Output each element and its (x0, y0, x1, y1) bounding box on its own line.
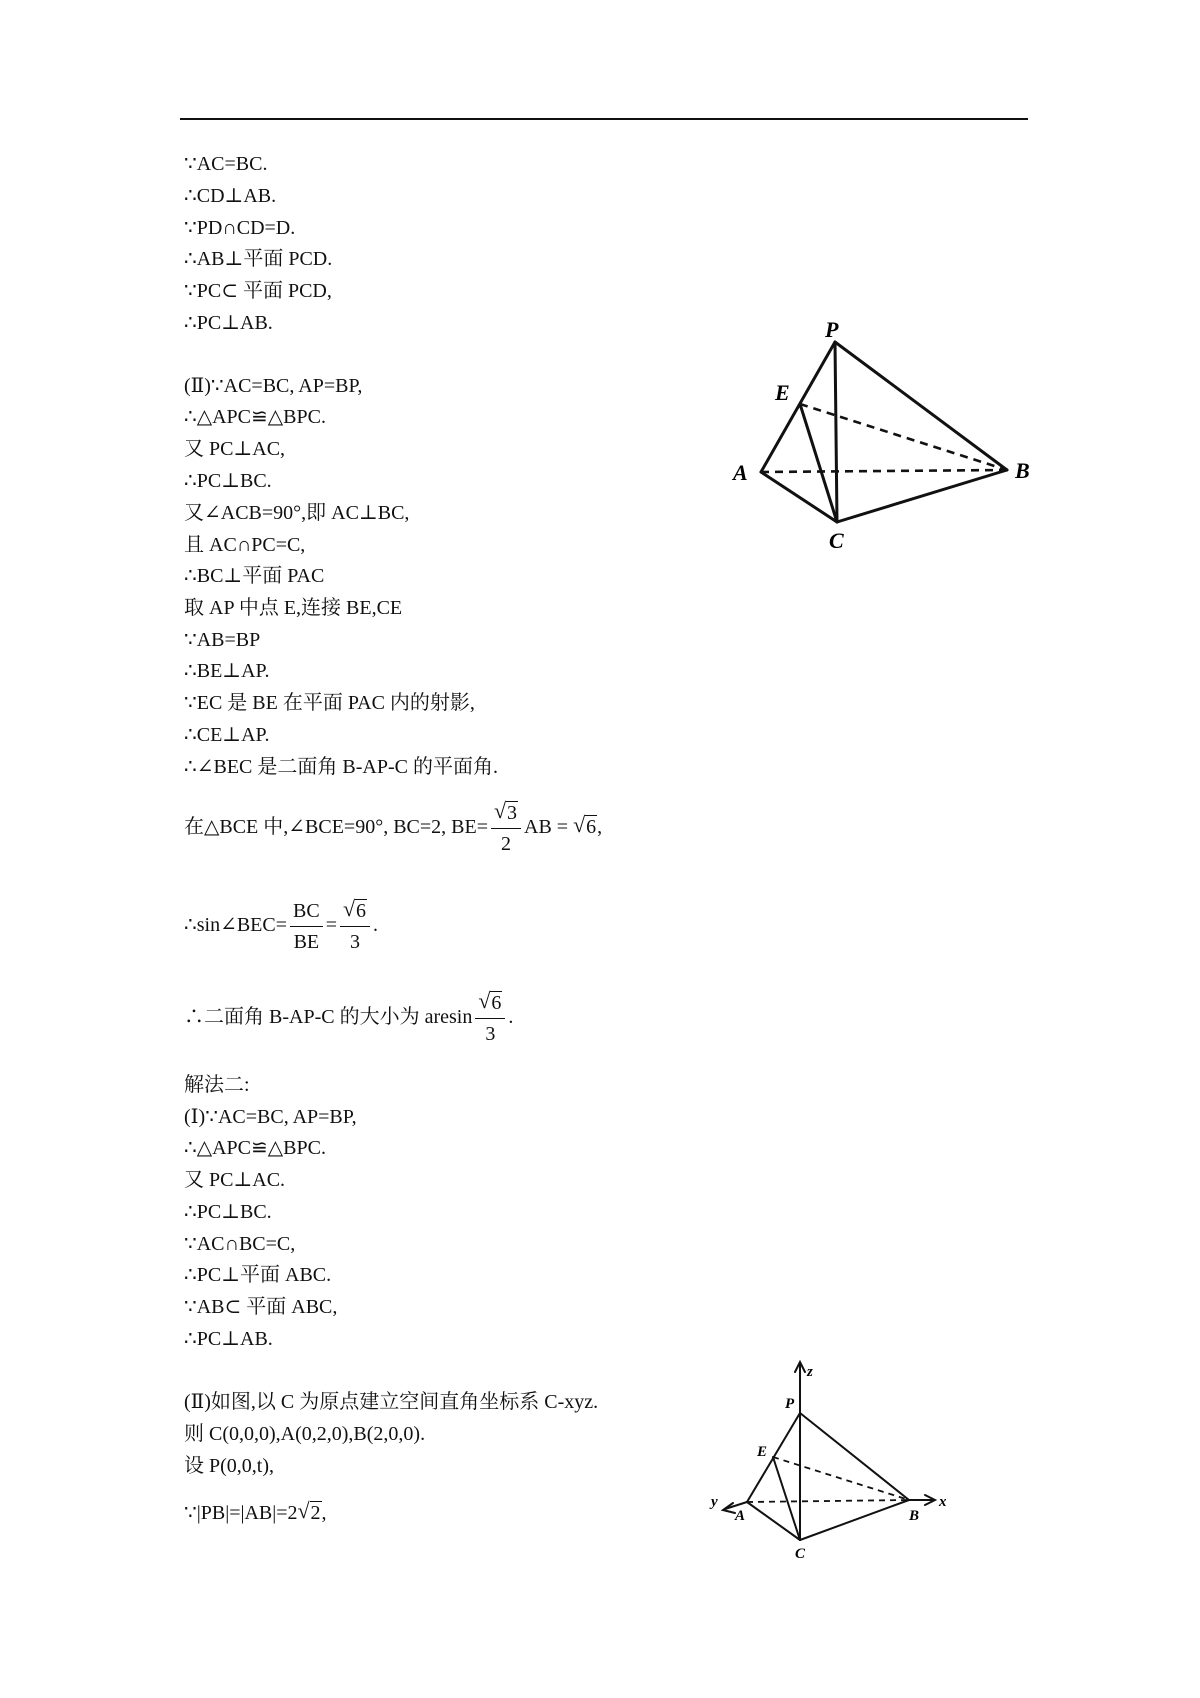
label-a: A (735, 1508, 746, 1524)
text-line: ∴PC⊥AB. (184, 312, 273, 334)
text-line: ∴CD⊥AB. (184, 185, 277, 207)
text-line: 又 PC⊥AC. (184, 1169, 286, 1191)
text-line: ∴PC⊥BC. (184, 1201, 272, 1223)
text-line: (Ⅰ)∵AC=BC, AP=BP, (184, 1106, 357, 1128)
label-b: B (1015, 458, 1030, 483)
edge-pb (835, 342, 1007, 470)
label-e: E (775, 380, 790, 405)
fraction: √ 6 3 (475, 990, 505, 1047)
edge-eb-hidden (800, 404, 1007, 470)
text-line: ∵PC⊂ 平面 PCD, (184, 280, 332, 302)
text-line: ∵EC 是 BE 在平面 PAC 内的射影, (184, 692, 475, 714)
text-line: ∴PC⊥AB. (184, 1328, 273, 1350)
text-line: ∴BE⊥AP. (184, 660, 270, 682)
text-line: ∴CE⊥AP. (184, 724, 270, 746)
tetrahedron-figure (725, 320, 1045, 555)
formula-angle-result: ∴二面角 B-AP-C 的大小为 aresin √ 6 3 . (184, 988, 514, 1045)
fraction: √ 3 2 (491, 800, 521, 857)
text-line: 设 P(0,0,t), (184, 1455, 274, 1477)
radical: √ 6 (573, 812, 597, 839)
label-x: x (939, 1494, 947, 1510)
edge-ab-hidden (761, 470, 1007, 472)
text-line: (Ⅱ)如图,以 C 为原点建立空间直角坐标系 C-xyz. (184, 1391, 599, 1413)
text-line: 则 C(0,0,0),A(0,2,0),B(2,0,0). (184, 1423, 426, 1445)
text-line: ∴PC⊥平面 ABC. (184, 1264, 332, 1286)
text-line: 又 PC⊥AC, (184, 438, 286, 460)
label-e: E (757, 1444, 768, 1460)
formula-sin-bec: ∴sin∠BEC= $\frac{BC}{BE}$ = √ 6 3 . (184, 896, 378, 953)
edge-ec (773, 1457, 800, 1540)
text-line: 解法二: (184, 1074, 250, 1096)
fraction: $\frac{BC}{BE}$ (290, 898, 323, 955)
text-line: ∴△APC≌△BPC. (184, 1137, 326, 1159)
edge-cb (800, 1500, 909, 1540)
text-line: ∵PD∩CD=D. (184, 217, 296, 239)
formula-pb-ab: ∵|PB|=|AB|=2 √ 2, (184, 1498, 327, 1524)
label-y: y (711, 1494, 718, 1510)
label-c: C (795, 1546, 806, 1560)
header-rule (180, 118, 1028, 120)
text-line: ∵AB⊂ 平面 ABC, (184, 1296, 338, 1318)
edge-pa (761, 342, 835, 472)
fraction: √ 6 3 (340, 898, 370, 955)
label-c: C (829, 528, 844, 553)
edge-eb-hidden (773, 1457, 909, 1500)
edge-ac (761, 472, 837, 522)
text-line: 且 AC∩PC=C, (184, 534, 306, 556)
text-line: ∴BC⊥平面 PAC (184, 565, 325, 587)
edge-ec (800, 404, 837, 522)
label-b: B (909, 1508, 920, 1524)
edge-cb (837, 470, 1007, 522)
label-a: A (733, 460, 748, 485)
label-z: z (807, 1364, 813, 1380)
formula-be-length: 在△BCE 中,∠BCE=90°, BC=2, BE= √ 3 2 AB = √ 6, (184, 798, 603, 855)
edge-ab-hidden (747, 1500, 909, 1502)
text-line: ∴AB⊥平面 PCD. (184, 248, 333, 270)
coordinate-figure (695, 1360, 975, 1560)
text-line: ∵AC∩BC=C, (184, 1233, 296, 1255)
text-line: 取 AP 中点 E,连接 BE,CE (184, 597, 403, 619)
edge-ac (747, 1502, 800, 1540)
text-line: ∵AC=BC. (184, 153, 268, 175)
text-line: ∴△APC≌△BPC. (184, 406, 326, 428)
text-line: ∴∠BEC 是二面角 B-AP-C 的平面角. (184, 756, 498, 778)
text-line: ∴PC⊥BC. (184, 470, 272, 492)
edge-pb (800, 1413, 909, 1500)
text-line: 又∠ACB=90°,即 AC⊥BC, (184, 502, 410, 524)
label-p: P (785, 1396, 795, 1412)
edge-pc (835, 342, 837, 522)
text-line: ∵AB=BP (184, 629, 261, 651)
label-p: P (825, 320, 839, 342)
text-line: (Ⅱ)∵AC=BC, AP=BP, (184, 375, 363, 397)
radical: √ 2 (297, 1498, 321, 1524)
